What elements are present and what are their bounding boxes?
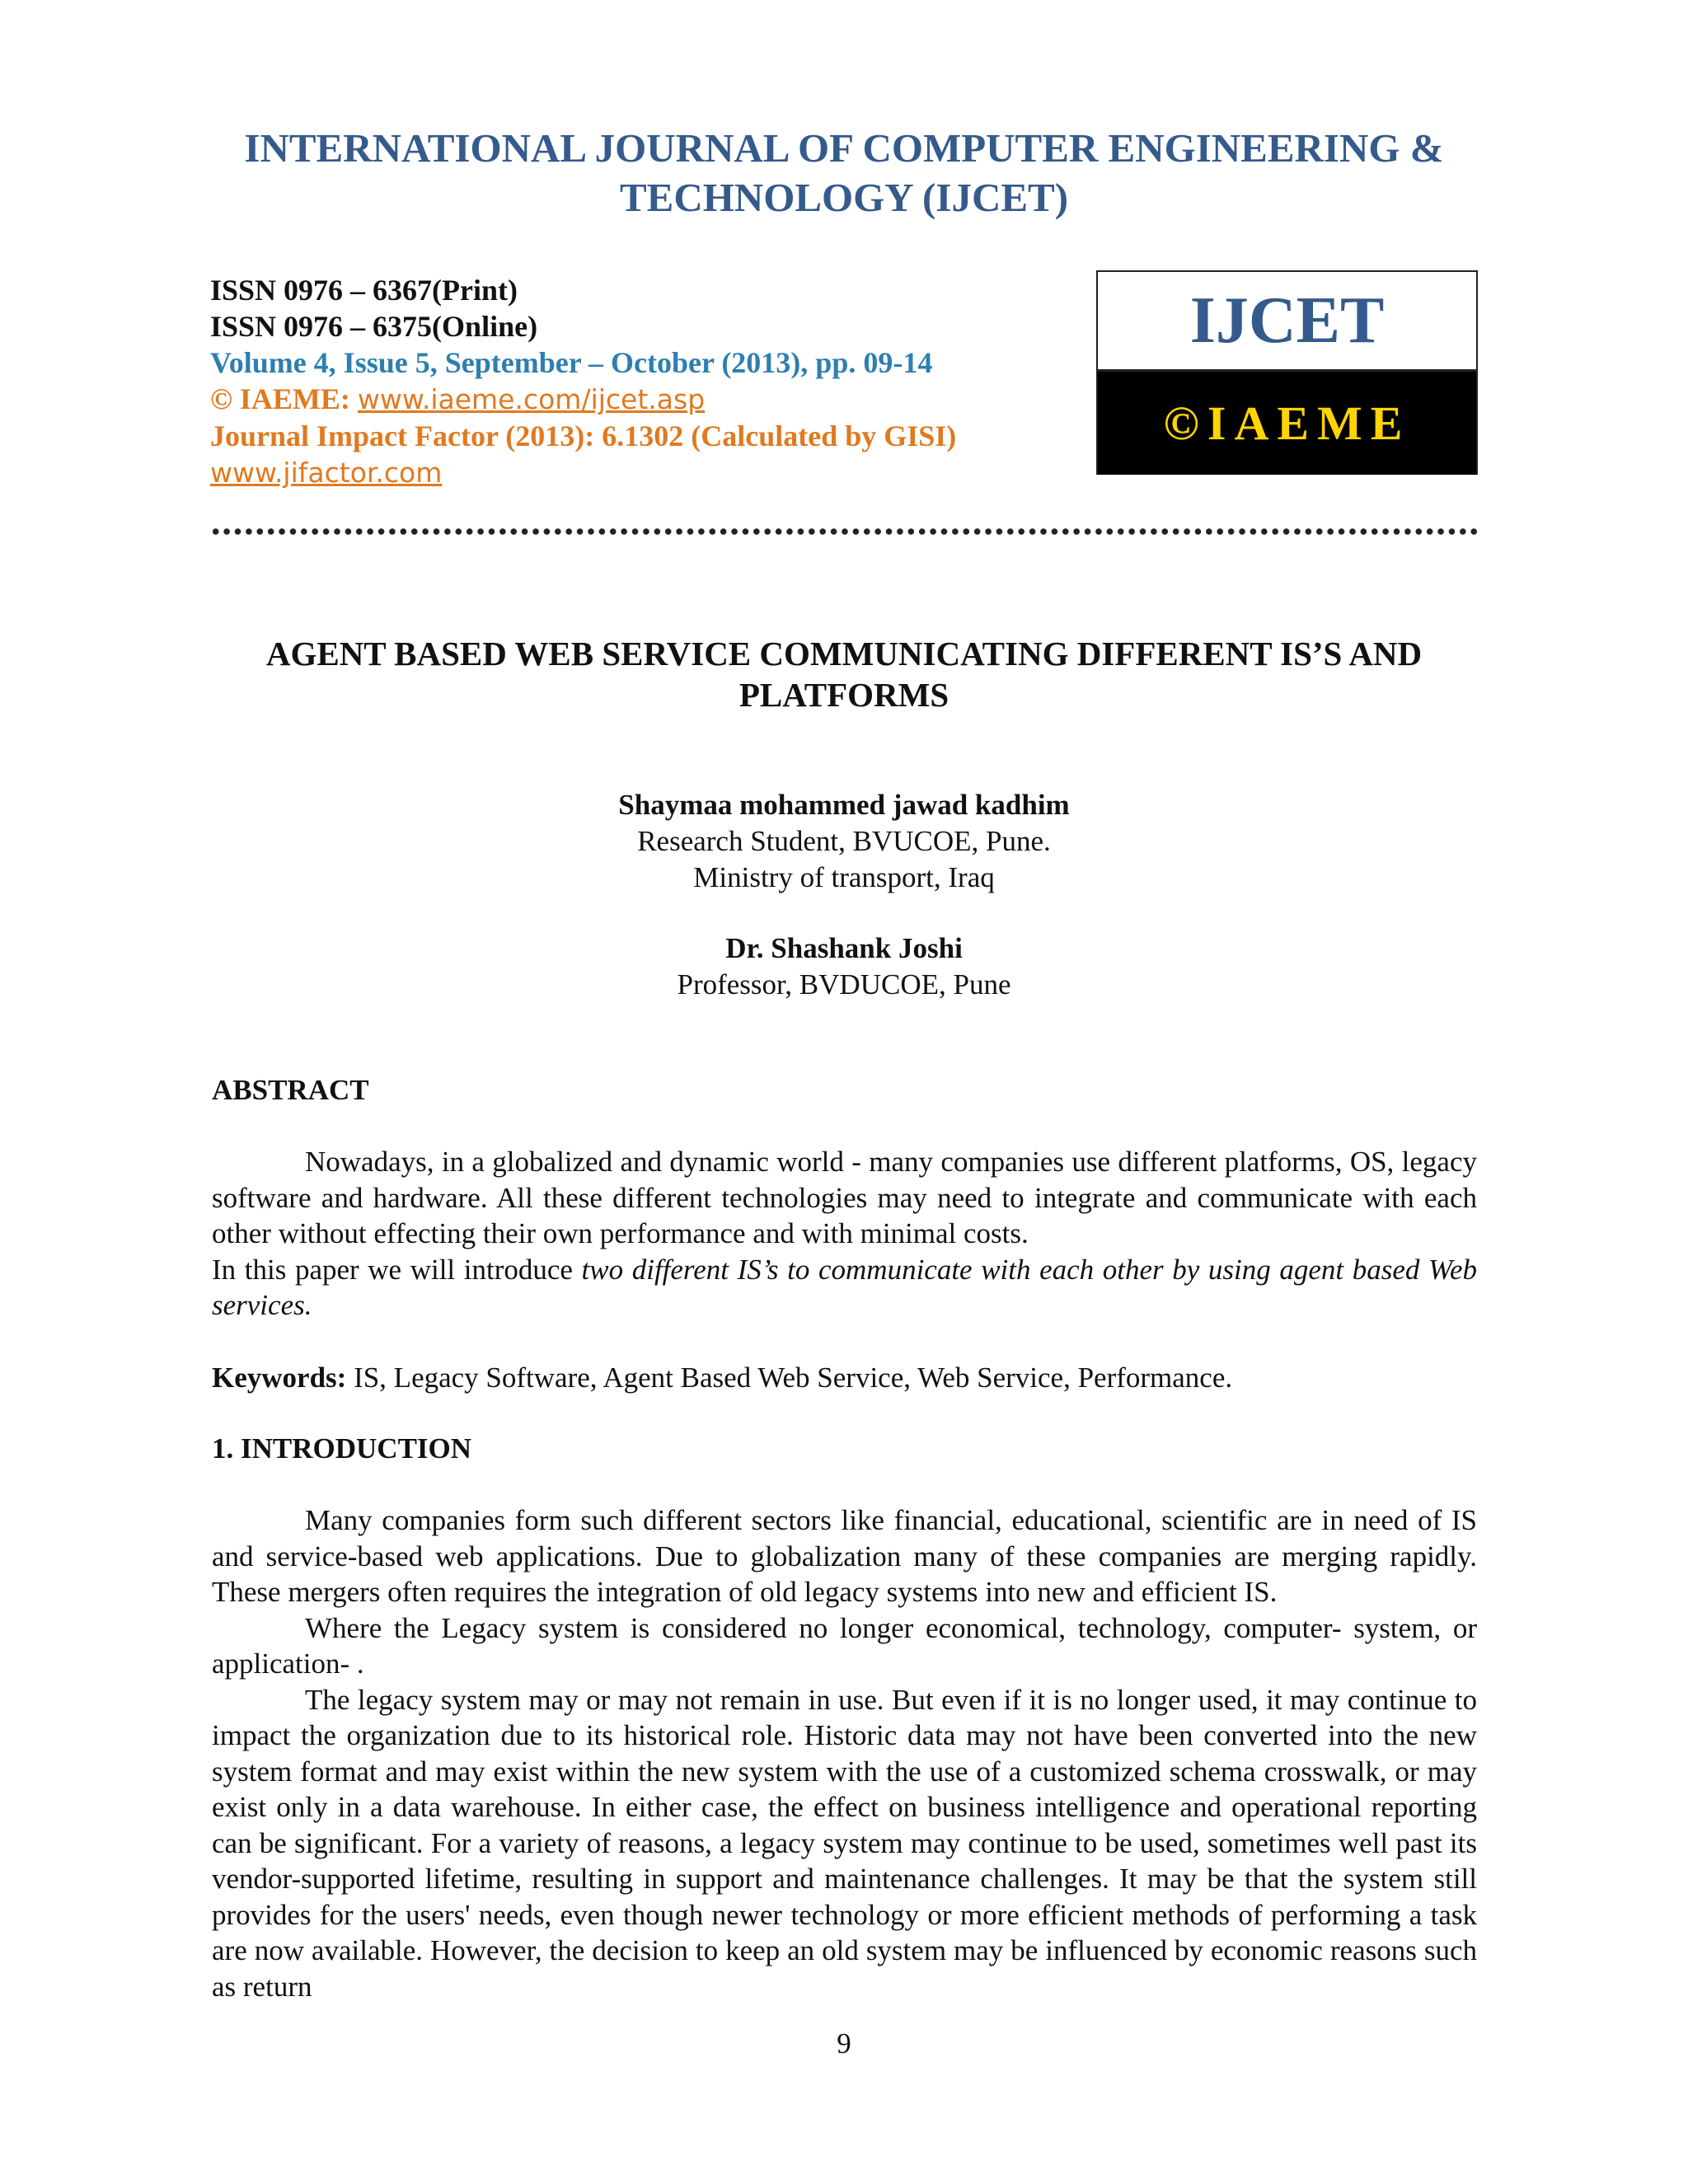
author2-name: Dr. Shashank Joshi — [725, 932, 963, 964]
keywords-line — [212, 1360, 1477, 1396]
iaeme-link[interactable]: www.iaeme.com/ijcet.asp — [357, 383, 706, 415]
volume-info: Volume 4, Issue 5, September – October (2013), pp. 09-14 — [210, 346, 933, 379]
journal-meta — [210, 272, 1076, 491]
issn-online: ISSN 0976 – 6375(Online) — [210, 310, 538, 343]
introduction-paragraph-2: Where the Legacy system is considered no longer economical, technology, computer- system, or application- . — [212, 1611, 1477, 1680]
dotted-divider — [210, 527, 1479, 536]
paper-title-line2: PLATFORMS — [738, 676, 950, 714]
paper-title-line1: AGENT BASED WEB SERVICE COMMUNICATING DIFFERENT IS’S AND — [265, 635, 1423, 673]
abstract-italic-text: two different IS’s to communicate with each other by using agent based Web services. — [212, 1253, 1477, 1321]
author1-name: Shaymaa mohammed jawad kadhim — [618, 789, 1070, 821]
keywords-list: IS, Legacy Software, Agent Based Web Service, Web Service, Performance. — [346, 1361, 1233, 1394]
paper-title — [0, 633, 1688, 715]
jifactor-link[interactable]: www.jifactor.com — [210, 457, 443, 489]
introduction-paragraph-1: Many companies form such different sectors like financial, educational, scientific are in need of IS and service-based web applications. Due to globalization many of these companies are merging rapidly. These mergers often requires the integration of old legacy systems into new and efficient IS. — [212, 1504, 1477, 1608]
issn-print: ISSN 0976 – 6367(Print) — [210, 274, 518, 307]
introduction-paragraph-3: The legacy system may or may not remain in use. But even if it is no longer used, it may continue to impact the organization due to its historical role. Historic data may not have been converted into the new system format and may exist within the new system with the use of a customized schema crosswalk, or may exist only in a data warehouse. In either case, the effect on business intelligence and operational reporting can be significant. For a variety of reasons, a legacy system may continue to be used, sometimes well past its vendor-supported lifetime, resulting in support and maintenance challenges. It may be that the system still provides for the users' needs, even though newer technology or more efficient methods of performing a task are now available. However, the decision to keep an old system may be influenced by economic reasons such as return — [212, 1683, 1477, 2003]
author2-affiliation: Professor, BVDUCOE, Pune — [677, 968, 1011, 1001]
abstract-text: In this paper we will introduce — [212, 1253, 582, 1286]
keywords-label: Keywords: — [212, 1361, 347, 1394]
authors-block — [0, 787, 1688, 1003]
author1-affiliation2: Ministry of transport, Iraq — [693, 861, 995, 893]
abstract-paragraph-2 — [212, 1252, 1477, 1324]
abstract-paragraph: Nowadays, in a globalized and dynamic world - many companies use different platforms, OS, legacy software and hardware. All these different technologies may need to integrate and communicate with each other without effecting their own performance and with minimal costs. — [212, 1146, 1477, 1249]
abstract-heading: ABSTRACT — [212, 1074, 369, 1106]
journal-title-line1: INTERNATIONAL JOURNAL OF COMPUTER ENGINEERING & — [244, 125, 1444, 171]
introduction-body — [212, 1502, 1477, 2004]
journal-title-line2: TECHNOLOGY (IJCET) — [619, 175, 1069, 220]
introduction-heading: 1. INTRODUCTION — [212, 1432, 472, 1465]
author1-affiliation: Research Student, BVUCOE, Pune. — [637, 825, 1051, 857]
impact-factor: Journal Impact Factor (2013): 6.1302 (Calculated by GISI) — [210, 419, 957, 452]
abstract-body — [212, 1144, 1477, 1324]
page-number: 9 — [837, 2027, 851, 2060]
logo-ijcet-text: IJCET — [1098, 272, 1476, 372]
ijcet-logo — [1096, 270, 1478, 475]
logo-iaeme-text: ©IAEME — [1098, 372, 1476, 475]
iaeme-line — [210, 381, 1076, 418]
journal-title — [0, 124, 1688, 223]
iaeme-label: © IAEME: — [210, 382, 358, 415]
